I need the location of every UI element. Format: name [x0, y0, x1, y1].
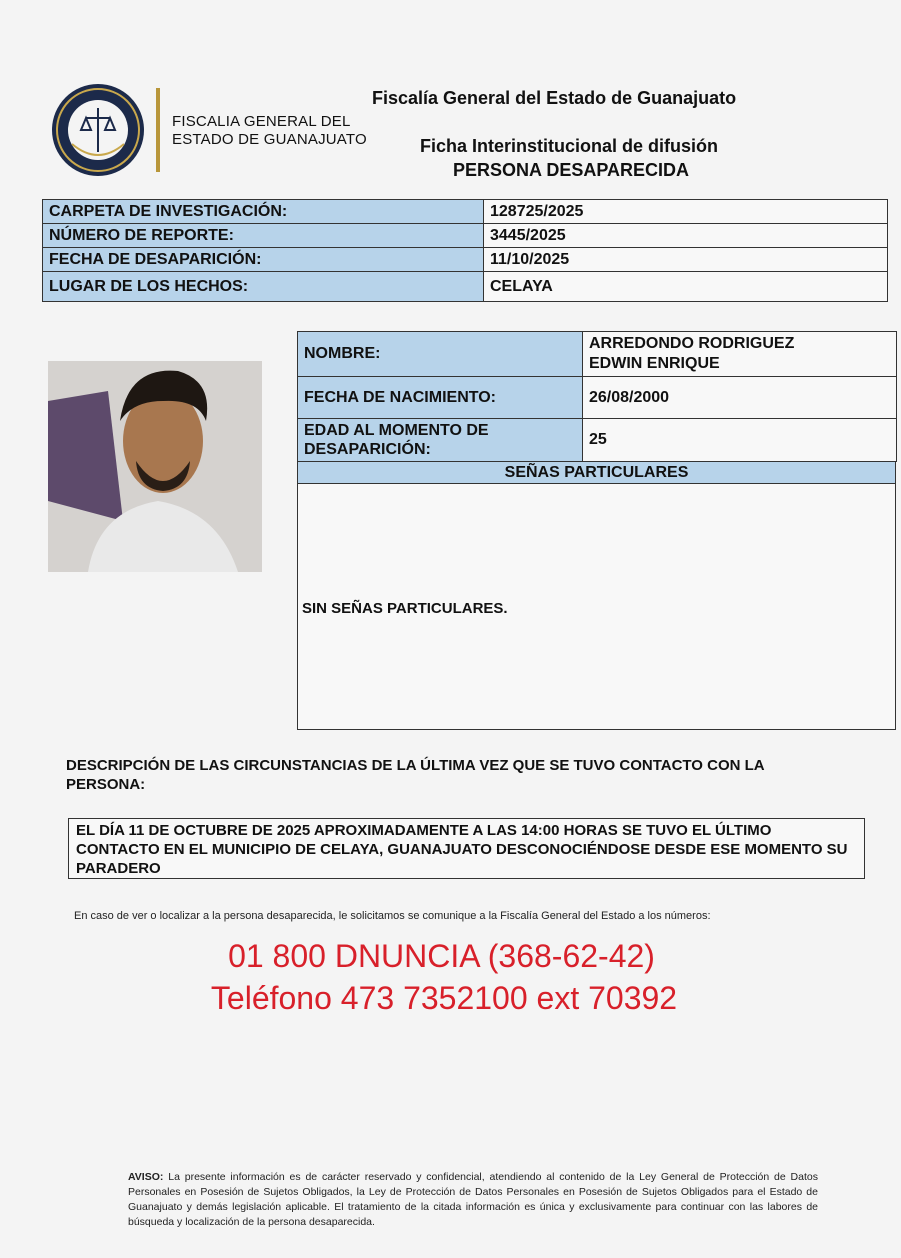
missing-person-photo: [48, 361, 262, 572]
table-row: [298, 419, 897, 462]
aviso-label: AVISO:: [128, 1171, 164, 1183]
photo-illustration: [48, 361, 262, 572]
fecha-desaparicion-label: FECHA DE DESAPARICIÓN:: [43, 248, 484, 272]
lugar-value: CELAYA: [484, 272, 888, 302]
persona-title: PERSONA DESAPARECIDA: [453, 160, 690, 180]
reporte-value: 3445/2025: [484, 224, 888, 248]
case-info-table: [42, 199, 888, 302]
senas-text: SIN SEÑAS PARTICULARES.: [302, 600, 508, 617]
table-row: [43, 224, 888, 248]
reporte-label: NÚMERO DE REPORTE:: [43, 224, 484, 248]
nacimiento-label: FECHA DE NACIMIENTO:: [298, 377, 583, 419]
ficha-title: Ficha Interinstitucional de difusión: [420, 136, 719, 156]
table-row: [43, 248, 888, 272]
aviso-text: La presente información es de carácter reservado y confidencial, atendiendo al contenido de la Ley General de Protección de Datos Personales en Posesión de Sujetos Obligados, la Ley de Protección de Datos Personales en Posesión de Sujetos Obligados para el Estado de Guanajuato y demás legislación aplicable. El tratamiento de la citada información es única y exclusivamente para continuar con las labores de búsqueda y localización de la persona desaparecida.: [128, 1171, 818, 1228]
nacimiento-value: 26/08/2000: [583, 377, 897, 419]
contact-notice: En caso de ver o localizar a la persona desaparecida, le solicitamos se comunique a la Fiscalía General del Estado a los números:: [74, 910, 711, 922]
edad-value: 25: [583, 419, 897, 462]
logo-divider: [156, 88, 160, 172]
carpeta-value: 128725/2025: [484, 200, 888, 224]
office-phone: Teléfono 473 7352100 ext 70392: [210, 980, 678, 1016]
denuncia-phone: 01 800 DNUNCIA (368-62-42): [228, 938, 655, 974]
nombre-value: ARREDONDO RODRIGUEZ EDWIN ENRIQUE: [583, 332, 897, 377]
carpeta-label: CARPETA DE INVESTIGACIÓN:: [43, 200, 484, 224]
lugar-label: LUGAR DE LOS HECHOS:: [43, 272, 484, 302]
person-info-table: [297, 331, 897, 462]
logo-wordmark: FISCALIA GENERAL DEL ESTADO DE GUANAJUATO: [172, 113, 367, 148]
fiscalia-seal-logo: [50, 82, 146, 178]
table-row: [43, 200, 888, 224]
table-row: [43, 272, 888, 302]
nombre-label: NOMBRE:: [298, 332, 583, 377]
senas-header: SEÑAS PARTICULARES: [297, 461, 896, 484]
table-row: [298, 377, 897, 419]
edad-label: EDAD AL MOMENTO DE DESAPARICIÓN:: [298, 419, 583, 462]
table-row: [298, 332, 897, 377]
aviso-footer: [128, 1170, 818, 1230]
description-title: DESCRIPCIÓN DE LAS CIRCUNSTANCIAS DE LA ÚLTIMA VEZ QUE SE TUVO CONTACTO CON LA PERSONA:: [66, 757, 765, 793]
description-text: EL DÍA 11 DE OCTUBRE DE 2025 APROXIMADAMENTE A LAS 14:00 HORAS SE TUVO EL ÚLTIMO CONTACTO EN EL MUNICIPIO DE CELAYA, GUANAJUATO DESCONOCIÉNDOSE DESDE ESE MOMENTO SU PARADERO: [76, 822, 848, 877]
organization-title: Fiscalía General del Estado de Guanajuato: [372, 88, 737, 108]
fecha-desaparicion-value: 11/10/2025: [484, 248, 888, 272]
